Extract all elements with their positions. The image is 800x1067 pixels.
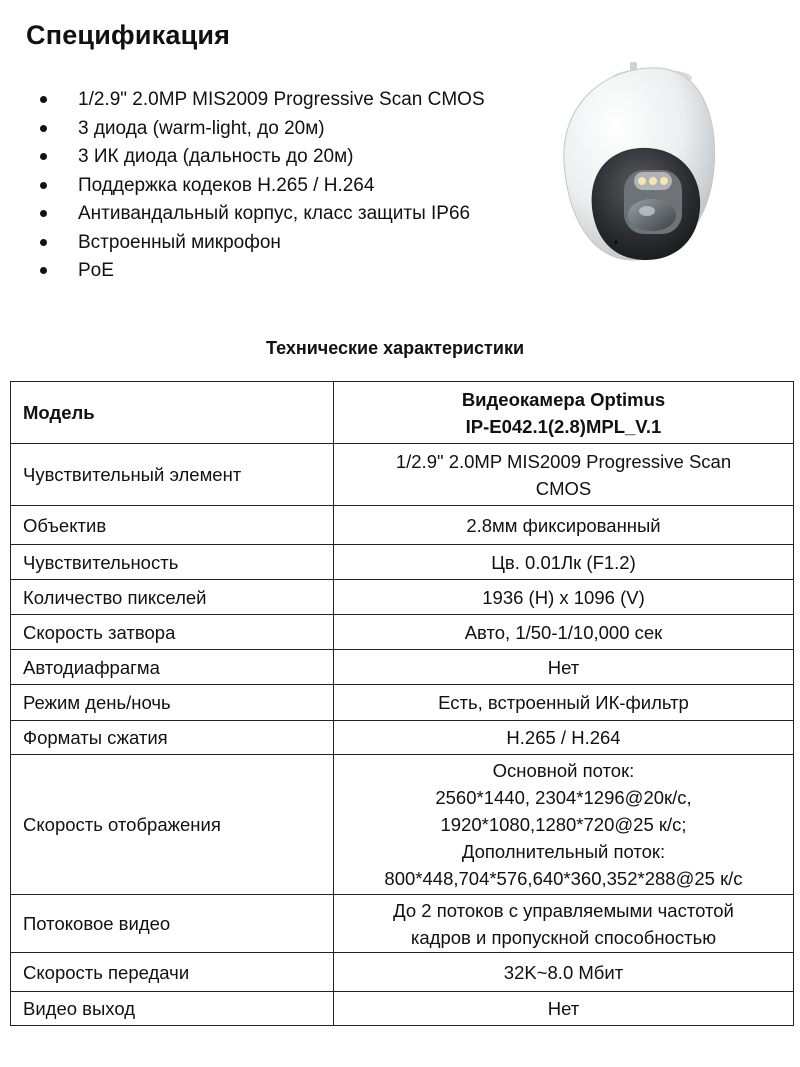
bullet-icon [40, 239, 47, 246]
feature-item [40, 143, 485, 172]
feature-text: 1/2.9" 2.0MP MIS2009 Progressive Scan CMOS [78, 89, 485, 110]
value-line: Нет [547, 656, 580, 678]
table-row [11, 755, 794, 895]
table-header-value [334, 382, 794, 444]
table-row [11, 650, 794, 685]
feature-text: Антивандальный корпус, класс защиты IP66 [78, 203, 471, 224]
feature-item [40, 200, 485, 229]
value-line: IP-E042.1(2.8)MPL_V.1 [465, 415, 662, 437]
feature-item [40, 257, 485, 286]
table-row [11, 615, 794, 650]
page-title: Спецификация [26, 20, 231, 50]
value-line: Авто, 1/50-1/10,000 сек [464, 621, 663, 643]
table-row [11, 506, 794, 545]
bullet-icon [40, 153, 47, 160]
bullet-icon [40, 182, 47, 189]
table-row [11, 721, 794, 755]
row-label: Объектив [11, 506, 334, 545]
row-value [334, 755, 794, 895]
value-line: Дополнительный поток: [461, 841, 666, 862]
row-value [334, 895, 794, 953]
feature-text: Встроенный микрофон [78, 231, 281, 253]
row-label: Видео выход [11, 992, 334, 1026]
row-value [334, 506, 794, 545]
row-label: Чувствительность [11, 545, 334, 580]
bullet-icon [40, 210, 47, 217]
feature-text: 3 ИК диода (дальность до 20м) [78, 146, 354, 167]
feature-item [40, 172, 485, 201]
bullet-icon [40, 267, 47, 274]
table-header-row [11, 382, 794, 444]
row-label: Форматы сжатия [11, 721, 334, 755]
table-row [11, 992, 794, 1026]
row-label: Скорость отображения [11, 755, 334, 895]
row-value [334, 650, 794, 685]
value-line: 2560*1440, 2304*1296@20к/с, [435, 787, 692, 808]
row-label: Потоковое видео [11, 895, 334, 953]
table-row [11, 685, 794, 721]
value-line: Есть, встроенный ИК-фильтр [438, 692, 689, 713]
value-line: 2.8мм фиксированный [466, 514, 661, 536]
value-line: 800*448,704*576,640*360,352*288@25 к/с [384, 868, 743, 889]
row-value [334, 545, 794, 580]
feature-list [40, 86, 485, 286]
table-row [11, 953, 794, 992]
row-label: Чувствительный элемент [11, 444, 334, 506]
value-line: Цв. 0.01Лк (F1.2) [491, 551, 636, 573]
feature-item [40, 229, 485, 258]
section-title: Технические характеристики [265, 338, 525, 358]
row-label: Количество пикселей [11, 580, 334, 615]
dome-camera-image [552, 58, 722, 268]
row-label: Автодиафрагма [11, 650, 334, 685]
row-value [334, 615, 794, 650]
table-row [11, 545, 794, 580]
value-line: Нет [547, 998, 580, 1019]
spec-table [10, 381, 794, 1026]
value-line: кадров и пропускной способностью [410, 926, 717, 948]
value-line: 1920*1080,1280*720@25 к/с; [440, 814, 687, 835]
value-line: До 2 потоков с управляемыми частотой [393, 899, 734, 921]
value-line: 32K~8.0 Мбит [503, 961, 624, 983]
table-header-label: Модель [11, 382, 334, 444]
value-line: CMOS [535, 477, 592, 499]
table-row [11, 895, 794, 953]
feature-text: 3 диода (warm-light, до 20м) [78, 117, 325, 139]
value-line: Видеокамера Optimus [461, 388, 666, 410]
table-row [11, 444, 794, 506]
value-line: 1936 (H) x 1096 (V) [482, 586, 645, 608]
feature-text: Поддержка кодеков H.265 / H.264 [78, 174, 375, 196]
row-label: Режим день/ночь [11, 685, 334, 721]
row-value [334, 992, 794, 1026]
row-value [334, 580, 794, 615]
bullet-icon [40, 125, 47, 132]
row-value [334, 444, 794, 506]
row-value [334, 685, 794, 721]
value-line: 1/2.9" 2.0MP MIS2009 Progressive Scan [395, 450, 732, 472]
row-value [334, 953, 794, 992]
value-line: Основной поток: [492, 760, 635, 781]
value-line: H.265 / H.264 [506, 727, 621, 748]
row-label: Скорость передачи [11, 953, 334, 992]
row-value [334, 721, 794, 755]
table-row [11, 580, 794, 615]
feature-item [40, 115, 485, 144]
feature-item [40, 86, 485, 115]
row-label: Скорость затвора [11, 615, 334, 650]
feature-text: PoE [78, 260, 114, 281]
bullet-icon [40, 96, 47, 103]
